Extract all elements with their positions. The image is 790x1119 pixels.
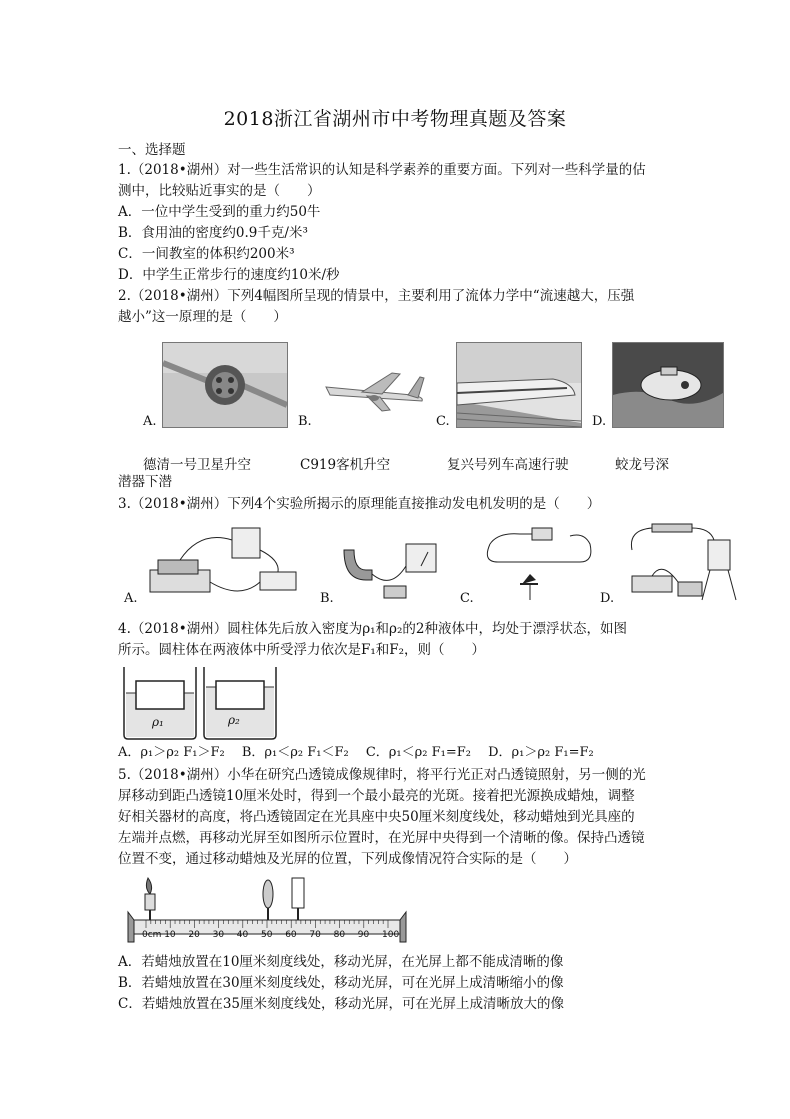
q2-stem-line2: 越小”这一原理的是（ ）: [118, 309, 287, 325]
ruler-label: 10: [164, 930, 176, 940]
q5-option-b: B．若蜡烛放置在30厘米刻度线处，移动光屏，可在光屏上成清晰缩小的像: [118, 975, 564, 991]
q2-caption-b: C919客机升空: [300, 457, 391, 473]
q3-label-a: A.: [124, 591, 138, 606]
ruler-label: 40: [236, 930, 249, 940]
q4-options: A．ρ₁＞ρ₂ F₁＞F₂ B．ρ₁＜ρ₂ F₁＜F₂ C．ρ₁＜ρ₂ F₁=F₂ D．ρ₁＞ρ₂ F₁=F₂: [118, 745, 594, 760]
q2-label-c: C.: [436, 414, 450, 429]
q4-beaker-1: [120, 663, 200, 741]
q2-label-d: D.: [592, 414, 607, 429]
ruler-label: 60: [285, 930, 297, 940]
airplane-illustration: [322, 365, 428, 415]
q2-photo-train: [456, 342, 582, 428]
beaker-rho2-illustration: [200, 663, 280, 741]
ruler-label: 90: [357, 930, 370, 940]
beaker-rho1-illustration: [120, 663, 200, 741]
q5-line2: 屏移动到距凸透镜10厘米处时，得到一个最小最亮的光斑。接着把光源换成蜡烛，调整: [118, 788, 635, 804]
q1-option-b: B．食用油的密度约0.9千克/米³: [118, 225, 308, 241]
submersible-illustration: [613, 343, 723, 427]
q2-photo-submersible: [612, 342, 724, 428]
magnet-experiment-illustration: [336, 530, 444, 608]
ruler-label: 0cm: [142, 930, 162, 940]
ruler-label: 80: [333, 930, 346, 940]
q5-line3: 好相关器材的高度，将凸透镜固定在光具座中央50厘米刻度线处，移动蜡烛到光具座的: [118, 809, 635, 825]
q2-caption-d: 蛟龙号深: [615, 457, 669, 473]
q2-photo-airplane: [322, 365, 428, 415]
q5-line1: 5.（2018•湖州）小华在研究凸透镜成像规律时，将平行光正对凸透镜照射，另一侧的光: [118, 767, 646, 783]
satellite-illustration: [163, 343, 287, 427]
q4-rho1-label: ρ₁: [152, 715, 164, 729]
ruler-label: 70: [309, 930, 321, 940]
q3-stem: 3.（2018•湖州）下列4个实验所揭示的原理能直接推动发电机发明的是（ ）: [118, 496, 601, 512]
q4-stem-line2: 所示。圆柱体在两液体中所受浮力依次是F₁和F₂，则（ ）: [118, 642, 486, 658]
electromagnet-illustration: [622, 520, 742, 608]
q5-option-a: A．若蜡烛放置在10厘米刻度线处，移动光屏，在光屏上都不能成清晰的像: [118, 954, 564, 970]
q2-label-b: B.: [298, 414, 312, 429]
coil-experiment-illustration: [140, 520, 300, 608]
train-illustration: [457, 343, 581, 427]
q3-label-d: D.: [600, 591, 615, 606]
q2-caption-d-tail: 潜器下潜: [118, 474, 172, 490]
q3-figure-d: [622, 520, 742, 608]
q2-stem-line1: 2.（2018•湖州）下列4幅图所呈现的情景中，主要利用了流体力学中“流速越大，压强: [118, 288, 635, 304]
q4-rho2-label: ρ₂: [228, 713, 240, 727]
q2-label-a: A.: [143, 414, 157, 429]
circuit-loop-illustration: [480, 522, 598, 608]
q2-photo-satellite: [162, 342, 288, 428]
q5-line5: 位置不变，通过移动蜡烛及光屏的位置，下列成像情况符合实际的是（ ）: [118, 851, 577, 867]
ruler-label: 30: [212, 930, 225, 940]
q3-label-b: B.: [320, 591, 334, 606]
q5-option-c: C．若蜡烛放置在35厘米刻度线处，移动光屏，可在光屏上成清晰放大的像: [118, 996, 565, 1012]
ruler-labels: [124, 930, 410, 944]
q3-label-c: C.: [460, 591, 474, 606]
q4-beaker-2: [200, 663, 280, 741]
q3-figure-a: [140, 520, 300, 608]
ruler-label: 20: [188, 930, 200, 940]
q4-stem-line1: 4.（2018•湖州）圆柱体先后放入密度为ρ₁和ρ₂的2种液体中，均处于漂浮状态，如图: [118, 621, 627, 637]
ruler-label: 100: [382, 930, 400, 940]
page-title: 2018浙江省湖州市中考物理真题及答案: [223, 108, 567, 130]
q1-option-d: D．中学生正常步行的速度约10米/秒: [118, 267, 340, 283]
q1-option-a: A．一位中学生受到的重力约50牛: [118, 204, 321, 220]
ruler-label: 50: [261, 930, 273, 940]
q1-stem-line2: 测中，比较贴近事实的是（ ）: [118, 183, 321, 199]
q1-option-c: C．一间教室的体积约200米³: [118, 246, 295, 262]
section-heading: 一、选择题: [118, 142, 186, 158]
q5-optical-bench: [124, 872, 410, 944]
q5-line4: 左端并点燃，再移动光屏至如图所示位置时，在光屏中央得到一个清晰的像。保持凸透镜: [118, 830, 645, 846]
q3-figure-c: [480, 522, 598, 608]
q1-stem-line1: 1.（2018•湖州）对一些生活常识的认知是科学素养的重要方面。下列对一些科学量的估: [118, 162, 646, 178]
q3-figure-b: [336, 530, 444, 608]
q2-caption-a: 德清一号卫星升空: [143, 457, 251, 473]
q2-caption-c: 复兴号列车高速行驶: [447, 457, 569, 473]
